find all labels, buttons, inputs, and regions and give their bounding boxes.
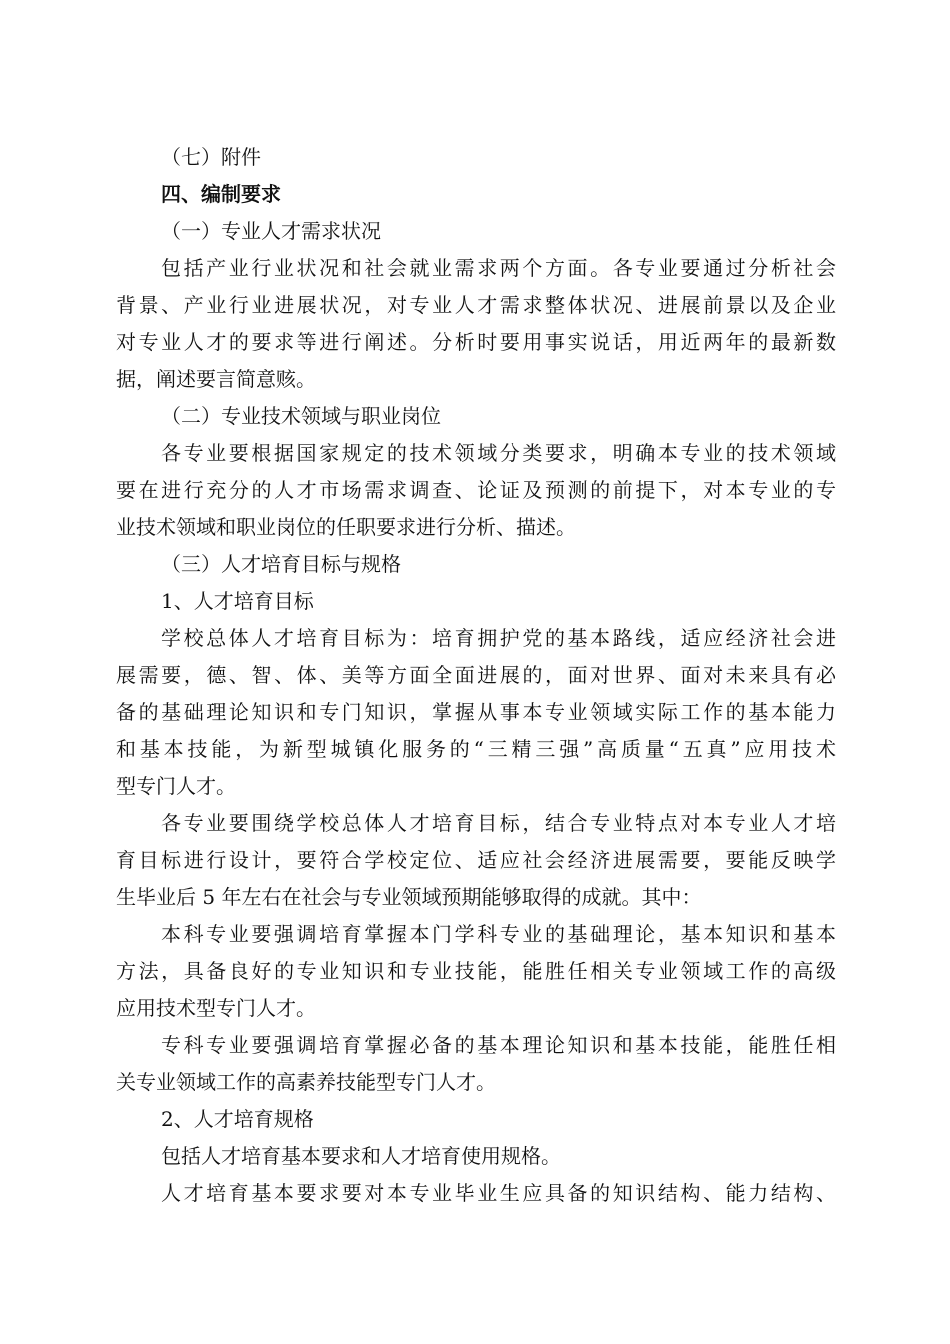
item-heading-training-objective: 1、人才培育目标: [161, 589, 314, 613]
section-heading-requirements: 四、编制要求: [161, 182, 281, 206]
paragraph-line: 学校总体人才培育目标为：培育拥护党的基本路线，适应经济社会进: [161, 626, 836, 650]
paragraph-line: 人才培育基本要求要对本专业毕业生应具备的知识结构、能力结构、: [161, 1181, 836, 1205]
paragraph-line: 各专业要根据国家规定的技术领域分类要求，明确本专业的技术领域: [161, 441, 836, 465]
paragraph-line: 包括人才培育基本要求和人才培育使用规格。: [161, 1144, 561, 1168]
paragraph-line: 要在进行充分的人才市场需求调查、论证及预测的前提下，对本专业的专: [116, 478, 836, 502]
paragraph-line: 业技术领域和职业岗位的任职要求进行分析、描述。: [116, 515, 576, 539]
paragraph-line: 应用技术型专门人才。: [116, 996, 316, 1020]
paragraph-line: 背景、产业行业进展状况，对专业人才需求整体状况、进展前景以及企业: [116, 293, 836, 317]
subsection-heading-training-goals: （三）人才培育目标与规格: [161, 552, 401, 576]
paragraph-line: 生毕业后 5 年左右在社会与专业领域预期能够取得的成就。其中：: [116, 885, 702, 909]
paragraph-line: 备的基础理论知识和专门知识，掌握从事本专业领域实际工作的基本能力: [116, 700, 836, 724]
paragraph-line: 包括产业行业状况和社会就业需求两个方面。各专业要通过分析社会: [161, 256, 836, 280]
paragraph-line: 据，阐述要言简意赅。: [116, 367, 316, 391]
paragraph-line: 关专业领域工作的高素养技能型专门人才。: [116, 1070, 496, 1094]
paragraph-line: 型专门人才。: [116, 774, 236, 798]
subsection-heading-attachments: （七）附件: [161, 145, 261, 169]
paragraph-line: 本科专业要强调培育掌握本门学科专业的基础理论，基本知识和基本: [161, 922, 836, 946]
paragraph-line: 专科专业要强调培育掌握必备的基本理论知识和基本技能，能胜任相: [161, 1033, 836, 1057]
paragraph-line: 对专业人才的要求等进行阐述。分析时要用事实说话，用近两年的最新数: [116, 330, 836, 354]
paragraph-line: 各专业要围绕学校总体人才培育目标，结合专业特点对本专业人才培: [161, 811, 836, 835]
paragraph-line: 展需要，德、智、体、美等方面全面进展的，面对世界、面对未来具有必: [116, 663, 836, 687]
subsection-heading-technical-fields: （二）专业技术领域与职业岗位: [161, 404, 441, 428]
paragraph-line: 育目标进行设计，要符合学校定位、适应社会经济进展需要，要能反映学: [116, 848, 836, 872]
paragraph-line: 和基本技能，为新型城镇化服务的“三精三强”高质量“五真”应用技术: [116, 737, 836, 761]
item-heading-training-specification: 2、人才培育规格: [161, 1107, 314, 1131]
subsection-heading-talent-demand: （一）专业人才需求状况: [161, 219, 381, 243]
paragraph-line: 方法，具备良好的专业知识和专业技能，能胜任相关专业领域工作的高级: [116, 959, 836, 983]
